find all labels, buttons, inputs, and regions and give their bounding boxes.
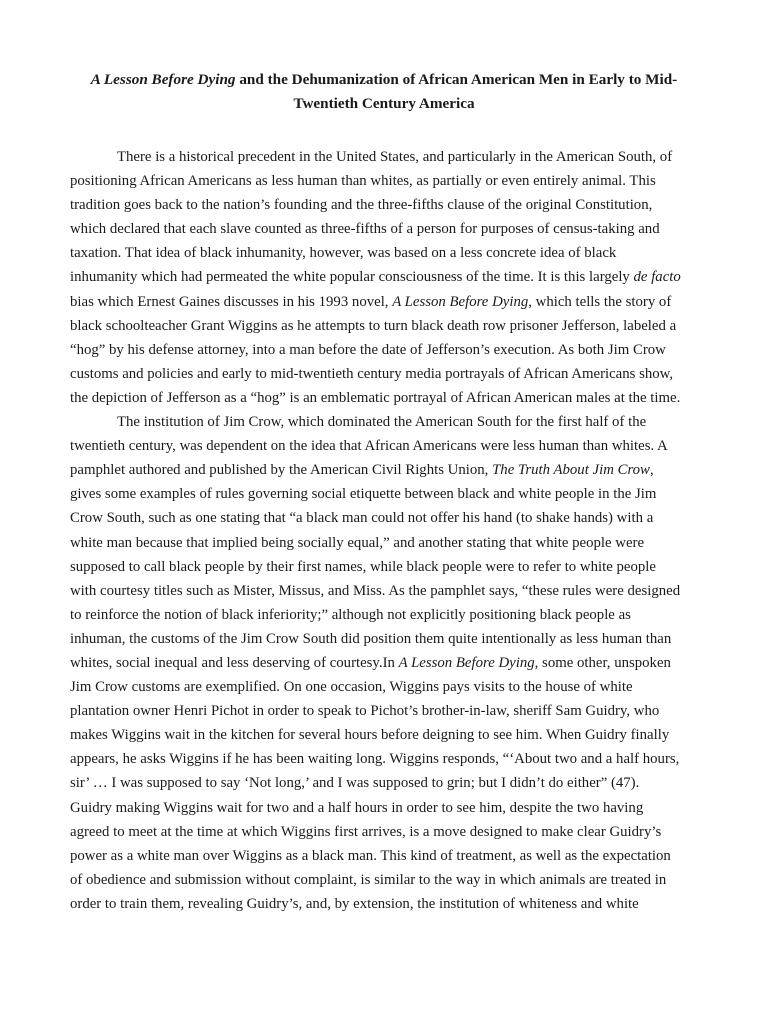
body-line: twentieth century, was dependent on the idea that African Americans were less human than whites. A bbox=[70, 438, 668, 455]
body-line: gives some examples of rules governing social etiquette between black and white people in the Jim bbox=[70, 486, 657, 503]
body-line: order to train them, revealing Guidry’s, and, by extension, the institution of whiteness and white bbox=[70, 895, 639, 912]
body-line: inhumanity which had permeated the white popular consciousness of the time. It is this largely de facto bbox=[70, 269, 681, 286]
body-line: pamphlet authored and published by the American Civil Rights Union, The Truth About Jim Crow, bbox=[70, 462, 654, 479]
body-line: sir’ … I was supposed to say ‘Not long,’ and I was supposed to grin; but I didn’t do either” (47). bbox=[70, 775, 640, 792]
body-line: positioning African Americans as less human than whites, as partially or even entirely animal. This bbox=[70, 173, 656, 190]
body-line: black schoolteacher Grant Wiggins as he attempts to turn black death row prisoner Jefferson, labeled a bbox=[70, 317, 677, 334]
body-line: Guidry making Wiggins wait for two and a half hours in order to see him, despite the two having bbox=[70, 799, 644, 816]
title-line-1-rest: and the Dehumanization of African American Men in Early to Mid- bbox=[235, 71, 678, 88]
body-line: Jim Crow customs are exemplified. On one occasion, Wiggins pays visits to the house of white bbox=[70, 679, 633, 696]
body-line: which declared that each slave counted as three-fifths of a person for purposes of census-taking and bbox=[70, 221, 660, 238]
body-line: tradition goes back to the nation’s founding and the three-fifths clause of the original Constitution, bbox=[70, 197, 653, 214]
body-line: white man because that implied being socially equal,” and another stating that white people were bbox=[70, 534, 645, 551]
body-line: inhuman, the customs of the Jim Crow South did position them quite intentionally as less human than bbox=[70, 630, 672, 647]
body-line: of obedience and submission without complaint, is similar to the way in which animals are treated in bbox=[70, 871, 667, 888]
body-line: plantation owner Henri Pichot in order to speak to Pichot’s brother-in-law, sheriff Sam Guidry, who bbox=[70, 703, 660, 720]
body-line: the depiction of Jefferson as a “hog” is an emblematic portrayal of African American males at the time. bbox=[70, 389, 681, 406]
body-line: “hog” by his defense attorney, into a man before the date of Jefferson’s execution. As both Jim Crow bbox=[70, 341, 666, 358]
body-line: supposed to call black people by their first names, while black people were to refer to white people bbox=[70, 558, 656, 575]
body-line: Crow South, such as one stating that “a black man could not offer his hand (to shake hands) with a bbox=[70, 510, 654, 527]
body-line: to reinforce the notion of black inferiority;” although not explicitly positioning black people as bbox=[70, 606, 631, 623]
document-body bbox=[70, 145, 698, 916]
body-line: There is a historical precedent in the United States, and particularly in the American South, of bbox=[117, 149, 673, 165]
title-line-1 bbox=[70, 68, 698, 92]
body-line: appears, he asks Wiggins if he has been waiting long. Wiggins responds, “‘About two and a half hours, bbox=[70, 751, 680, 768]
body-line: power as a white man over Wiggins as a black man. This kind of treatment, as well as the expectation bbox=[70, 847, 671, 864]
document-title bbox=[70, 68, 698, 116]
body-line: taxation. That idea of black inhumanity, however, was based on a less concrete idea of black bbox=[70, 245, 617, 262]
body-line: with courtesy titles such as Mister, Missus, and Miss. As the pamphlet says, “these rules were designed bbox=[70, 582, 681, 599]
body-line: bias which Ernest Gaines discusses in his 1993 novel, A Lesson Before Dying, which tells the story of bbox=[70, 293, 672, 310]
body-line: The institution of Jim Crow, which dominated the American South for the first half of the bbox=[117, 414, 647, 431]
body-line: customs and policies and early to mid-twentieth century media portrayals of African Americans show, bbox=[70, 365, 674, 382]
title-line-2: Twentieth Century America bbox=[293, 95, 475, 112]
body-line: agreed to meet at the time at which Wiggins first arrives, is a move designed to make clear Guidry’s bbox=[70, 823, 662, 840]
body-line: whites, social inequal and less deserving of courtesy.In A Lesson Before Dying, some other, unspoken bbox=[70, 654, 671, 671]
title-italic: A Lesson Before Dying bbox=[90, 71, 236, 88]
body-line: makes Wiggins wait in the kitchen for several hours before deigning to see him. When Guidry finally bbox=[70, 727, 670, 744]
